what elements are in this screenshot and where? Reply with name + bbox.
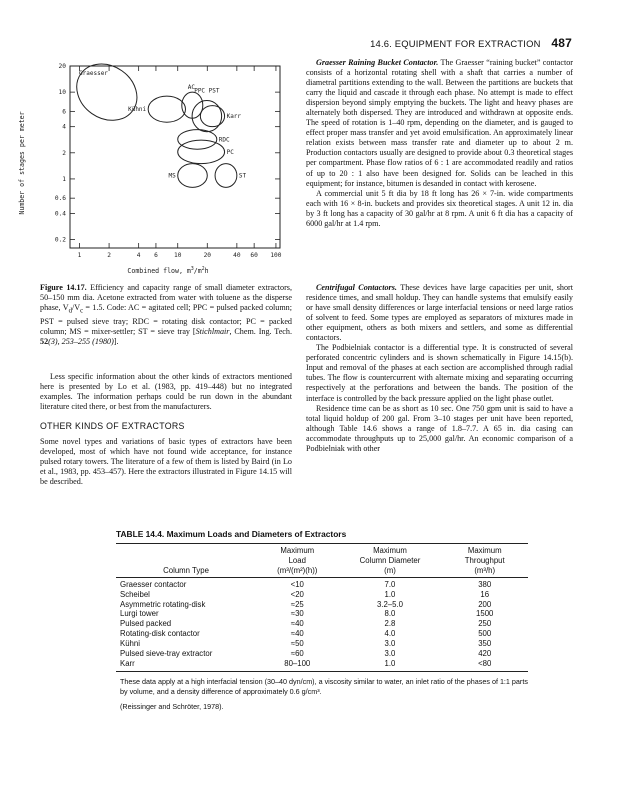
cell-dia: 3.0 <box>384 649 396 659</box>
x-tick-label: 40 <box>233 252 241 259</box>
figure-caption-label: Figure 14.17. <box>40 283 87 292</box>
table-row <box>116 590 528 600</box>
cell-type: Kühni <box>120 639 140 649</box>
stages-vs-flow-chart <box>18 58 288 276</box>
region-label: PPC PST <box>194 87 220 95</box>
region-label: RDC <box>218 136 230 144</box>
table-row <box>116 639 528 649</box>
cell-load: 80–100 <box>256 659 338 671</box>
cell-type: Lurgi tower <box>120 609 159 619</box>
cell-dia: 4.0 <box>384 629 396 639</box>
y-tick-label: 4 <box>62 123 66 131</box>
extractor-table <box>116 529 528 711</box>
running-header <box>0 36 572 50</box>
region-label: AC <box>187 84 196 92</box>
cell-dia: 8.0 <box>384 609 396 619</box>
y-tick-label: 10 <box>58 89 66 97</box>
x-tick-label: 1 <box>77 252 82 259</box>
header-load-2: Load <box>288 555 306 565</box>
table-row <box>116 577 528 589</box>
cell-type: Graesser contactor <box>120 579 187 589</box>
cell-type: Pulsed sieve-tray extractor <box>120 649 213 659</box>
region-st <box>215 164 237 188</box>
table-title: TABLE 14.4. Maximum Loads and Diameters of Extractors <box>116 529 347 539</box>
region-label: PC <box>226 148 234 156</box>
cell-load: <20 <box>290 589 304 599</box>
region-ppc-pst <box>192 101 222 132</box>
region-k-hni <box>148 96 185 122</box>
y-tick-label: 2 <box>62 149 66 157</box>
caption-sub-c: c <box>80 307 84 315</box>
region-label: Graesser <box>79 70 108 77</box>
cell-load: ≈25 <box>290 599 304 609</box>
x-tick-label: 4 <box>136 252 141 259</box>
cell-dia: 7.0 <box>384 579 396 589</box>
table-reference: (Reissinger and Schröter, 1978). <box>120 702 224 712</box>
table-row <box>116 609 528 619</box>
caption-cite-pages: (3), 253–255 (1980) <box>48 336 114 346</box>
left-column-2 <box>40 437 292 487</box>
table-body <box>116 577 528 671</box>
centrifugal-paragraph <box>306 283 573 343</box>
left-column <box>40 372 292 412</box>
region-karr <box>200 106 224 127</box>
table-footnote: These data apply at a high interfacial tension (30–40 dyn/cm), a viscosity similar to water, an inlet ratio of the phases of 1:1 parts by volume, and a density difference of approximately 0.6 g/cm³. <box>120 676 528 696</box>
cell-load: <10 <box>290 579 304 589</box>
header-thr-2: Throughput <box>464 555 505 565</box>
cell-type: Karr <box>116 659 256 671</box>
figure-caption-text: Efficiency and capacity range of small diameter extractors, 50–150 mm dia. Acetone extracted from water with toluene as the disperse phase, V <box>40 283 292 313</box>
caption-close: ]. <box>113 336 119 346</box>
region-label: Karr <box>226 113 242 121</box>
caption-cite-volume: 52 <box>40 336 49 346</box>
x-tick-label: 60 <box>250 252 258 259</box>
caption-sub-d: d <box>68 307 72 315</box>
residence-time-paragraph: Residence time can be as short as 10 sec. One 750 gpm unit is said to have a total liquid holdup of 200 gal. From 3–10 stages per unit have been reported, although Table 14.6 shows a range of 1.8–7.7. A 65 in. dia casing can accommodate throughputs up to 25,000 gal/hr. An economic comparison of a Podbielniak with other <box>306 403 573 453</box>
cell-dia: 1.0 <box>384 589 396 599</box>
region-ms <box>178 164 208 188</box>
cell-dia: 3.0 <box>384 639 396 649</box>
header-dia-3: (m) <box>338 566 441 577</box>
graesser-paragraph <box>306 58 573 189</box>
x-tick-label: 100 <box>270 252 282 259</box>
caption-cite-author: Stichlmair <box>195 326 230 336</box>
y-tick-label: 20 <box>58 63 66 70</box>
x-axis-label: Combined flow, $m^3/m^2h$ <box>127 267 209 275</box>
cell-dia: 3.2–5.0 <box>376 599 403 609</box>
cell-thr: 350 <box>478 639 492 649</box>
table-row <box>116 649 528 659</box>
table-row <box>116 659 528 671</box>
figure-caption <box>40 283 292 347</box>
commercial-unit-paragraph: A commercial unit 5 ft dia by 18 ft long has 26 × 7-in. wide compartments each with 16 × 8-in. buckets and provides six theoretical stages. A unit 12 in. dia by 3 ft long has a capacity of 30 gal/hr at 8 rpm. A unit 6 ft dia has a capacity of 6000 gal/hr at 1.4 rpm. <box>306 188 573 228</box>
podbielniak-paragraph: The Podbielniak contactor is a differential type. It is constructed of several perforated concentric cylinders and is shown schematically in Figure 14.15(b). Input and removal of the phases at each section are accomplished through radial tubes. The flow is countercurrent with alternate mixing and separating occurring respectively at the perforations and between the bands. The position of the interface is controlled by the back pressure applied on the light phase outlet. <box>306 343 573 403</box>
y-tick-label: 0.2 <box>54 236 66 244</box>
header-thr-3: (m³/h) <box>441 566 528 577</box>
header-dia-1: Maximum <box>338 544 441 556</box>
page-number: 487 <box>551 36 572 50</box>
section-heading: OTHER KINDS OF EXTRACTORS <box>40 421 185 431</box>
centrifugal-title: Centrifugal Contactors. <box>316 283 397 292</box>
plot-frame <box>70 66 280 248</box>
table-row <box>116 629 528 639</box>
y-tick-label: 6 <box>62 108 66 116</box>
graesser-text: The Graesser “raining bucket” contactor consists of a horizontal rotating shell with a shaft that carries a number of diametral partitions extending to the wall. Between the partitions are buckets that carry the liquid and cascade it through each phase. No attempt is made to effect dispersion beyond simply emptying the buckets. The light and heavy phases are alternately both dispersed. They are introduced and withdrawn at opposite ends. The speed of rotation is 1–40 rpm, depending on the diameter, and is gauged to effect proper mass transfer and yet avoid emulsification. An approximately linear relation exists between mass transfer rate and diameter up to about 2 m. Production contactors usually are designed to provide about 0.3 theoretical stages per compartment. Phase flow ratios of 6 : 1 are accommodated readily and ratios of up to 20 : 1 also have been designed for. Solids can be leached in this equipment; for instance, bitumen is desanded in contact with kerosene. <box>306 58 573 188</box>
cell-load: ≈60 <box>290 649 304 659</box>
x-tick-label: 2 <box>107 252 111 259</box>
table-row <box>116 619 528 629</box>
right-column <box>306 58 573 229</box>
y-tick-label: 1 <box>62 175 66 183</box>
header-thr-1: Maximum <box>441 544 528 556</box>
table-grid <box>116 543 528 672</box>
table-row <box>116 600 528 610</box>
right-column-2 <box>306 283 573 454</box>
y-tick-label: 0.4 <box>54 210 66 218</box>
figure-caption-text-2: = 1.5. Code: AC = agitated cell; PPC = pulsed packed column; PST = pulsed sieve tray; RDC = rotating disk contactor; PC = packed column; MS = mixer-settler; ST = sieve tray [ <box>40 303 292 336</box>
x-tick-label: 6 <box>154 252 158 259</box>
cell-load: ≈40 <box>290 619 304 629</box>
header-dia-2: Column Diameter <box>359 555 421 565</box>
graesser-title: Graesser Raining Bucket Contactor. <box>316 58 439 67</box>
cell-thr: 1500 <box>476 609 494 619</box>
region-rdc <box>178 130 217 150</box>
cell-thr: 500 <box>478 629 492 639</box>
cell-thr: 200 <box>478 599 492 609</box>
left-paragraph-1: Less specific information about the other kinds of extractors mentioned here is presented by Lo et al. (1983, pp. 419–448) but no integrated examples. The information perhaps could be run down in the abundant literature cited there, or best from the manufacturers. <box>40 372 292 412</box>
cell-type: Asymmetric rotating-disk <box>120 599 206 609</box>
region-label: Kühni <box>128 106 147 114</box>
header-column-type: Column Type <box>116 566 256 577</box>
cell-type: Scheibel <box>120 589 150 599</box>
cell-load: ≈30 <box>290 609 304 619</box>
cell-type: Pulsed packed <box>120 619 172 629</box>
cell-thr: 16 <box>480 589 490 599</box>
header-load-3: (m³/(m²)(h)) <box>256 566 338 577</box>
caption-mid: /V <box>71 303 81 313</box>
y-axis-label: Number of stages per meter <box>18 111 26 215</box>
region-label: ST <box>238 172 247 180</box>
cell-thr: 380 <box>478 579 492 589</box>
cell-type: Rotating-disk contactor <box>120 629 200 639</box>
cell-dia: 1.0 <box>338 659 441 671</box>
cell-thr: 250 <box>478 619 492 629</box>
cell-thr: 420 <box>478 649 492 659</box>
cell-dia: 2.8 <box>384 619 396 629</box>
x-tick-label: 10 <box>173 252 182 259</box>
left-paragraph-2: Some novel types and variations of basic types of extractors have been developed, most of which have not found wide acceptance, for instance pulsed rotary towers. The literature of a few of them is listed by Baird (in Lo et al., 1983, pp. 453–457). Here the extractors illustrated in Figure 14.15 will be described. <box>40 437 292 487</box>
region-label: MS <box>168 172 176 180</box>
running-title: 14.6. EQUIPMENT FOR EXTRACTION <box>370 38 541 49</box>
header-load-1: Maximum <box>256 544 338 556</box>
x-tick-label: 20 <box>203 252 212 259</box>
centrifugal-text: These devices have large capacities per unit, short residence times, and small holdup. They can handle systems that emulsify easily or have small density differences or large interfacial tensions or need large ratios of solvent to feed. Some types are employed as separators of mixtures made in other equipment, others as both mixers and settlers, and some as differential contactors. <box>306 283 573 343</box>
region-pc <box>178 140 225 164</box>
caption-cite-journal: , Chem. Ing. Tech. <box>229 326 292 336</box>
chart-plot-area <box>55 58 282 259</box>
y-tick-label: 0.6 <box>54 195 66 203</box>
cell-load: ≈50 <box>290 639 304 649</box>
cell-load: ≈40 <box>290 629 304 639</box>
cell-thr: <80 <box>441 659 528 671</box>
